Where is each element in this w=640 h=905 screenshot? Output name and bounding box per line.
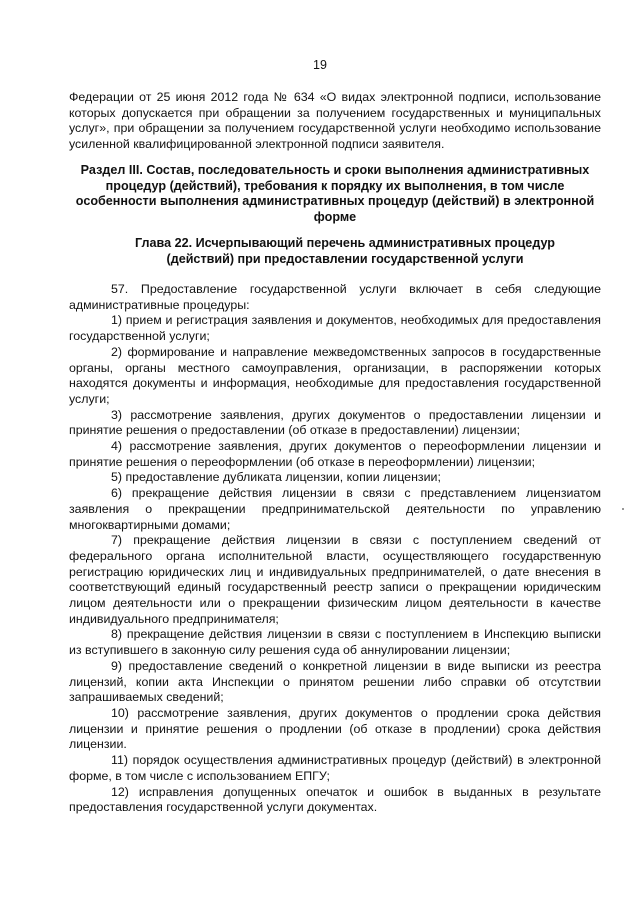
chapter-heading: Глава 22. Исчерпывающий перечень административных процедур (действий) при предоставлении государственной услуги [134, 236, 555, 266]
list-item: 4) рассмотрение заявления, других документов о переоформлении лицензии и принятие решения о переоформлении (об отказе в переоформлении) лицензии; [69, 439, 601, 469]
list-item: 1) прием и регистрация заявления и документов, необходимых для предоставления государственной услуги; [69, 313, 601, 344]
list-item: 7) прекращение действия лицензии в связи с поступлением сведений от федерального органа исполнительной власти, осуществляющего государственную регистрацию юридических лиц и индивидуальных предпринимателей, о дате внесения в соответствующий единый государственный реестр записи о прекращении юридическим лицом деятельности или о прекращении физическим лицом деятельности в качестве индивидуального предпринимателя; [69, 533, 601, 626]
page-number: 19 [313, 58, 327, 72]
list-item: 10) рассмотрение заявления, других документов о продлении срока действия лицензии и принятие решения о продлении (об отказе в продлении) срока действия лицензии. [69, 705, 601, 752]
procedure-list [69, 282, 601, 816]
scan-speck [622, 508, 624, 510]
paragraph: Федерации от 25 июня 2012 года № 634 «О видах электронной подписи, использование которых допускается при обращении за получением государственных и муниципальных услуг», при обращении за получением государственной услуги необходимо использование усиленной квалифицированной электронной подписи заявителя. [69, 90, 601, 152]
list-item: 9) предоставление сведений о конкретной лицензии в виде выписки из реестра лицензий, копии акта Инспекции о принятом решении либо справки об отсутствии запрашиваемых сведений; [69, 658, 601, 705]
list-item: 12) исправления допущенных опечаток и ошибок в выданных в результате предоставления государственной услуги документах. [69, 784, 601, 815]
list-item: 5) предоставление дубликата лицензии, копии лицензии; [111, 470, 441, 485]
list-item: 8) прекращение действия лицензии в связи с поступлением в Инспекцию выписки из вступившего в законную силу решения суда об аннулировании лицензии; [69, 627, 601, 658]
list-item: 3) рассмотрение заявления, других документов о предоставлении лицензии и принятие решения о предоставлении (об отказе в предоставлении) лицензии; [69, 407, 601, 438]
intro-paragraph [69, 90, 601, 153]
list-item: 2) формирование и направление межведомственных запросов в государственные органы, органы местного самоуправления, организации, в распоряжении которых находятся документы и информация, необходимые для предоставления государственной услуги; [69, 344, 601, 406]
section-heading: Раздел III. Состав, последовательность и сроки выполнения административных процедур (действий), требования к порядку их выполнения, в том числе особенности выполнения административных процедур (действий) в электронной форме [75, 163, 595, 224]
paragraph-57: 57. Предоставление государственной услуги включает в себя следующие административные процедуры: [69, 282, 601, 312]
list-item: 6) прекращение действия лицензии в связи с представлением лицензиатом заявления о прекращении предпринимательской деятельности по управлению многоквартирными домами; [69, 486, 601, 532]
list-item: 11) порядок осуществления административных процедур (действий) в электронной форме, в том числе с использованием ЕПГУ; [69, 753, 601, 783]
